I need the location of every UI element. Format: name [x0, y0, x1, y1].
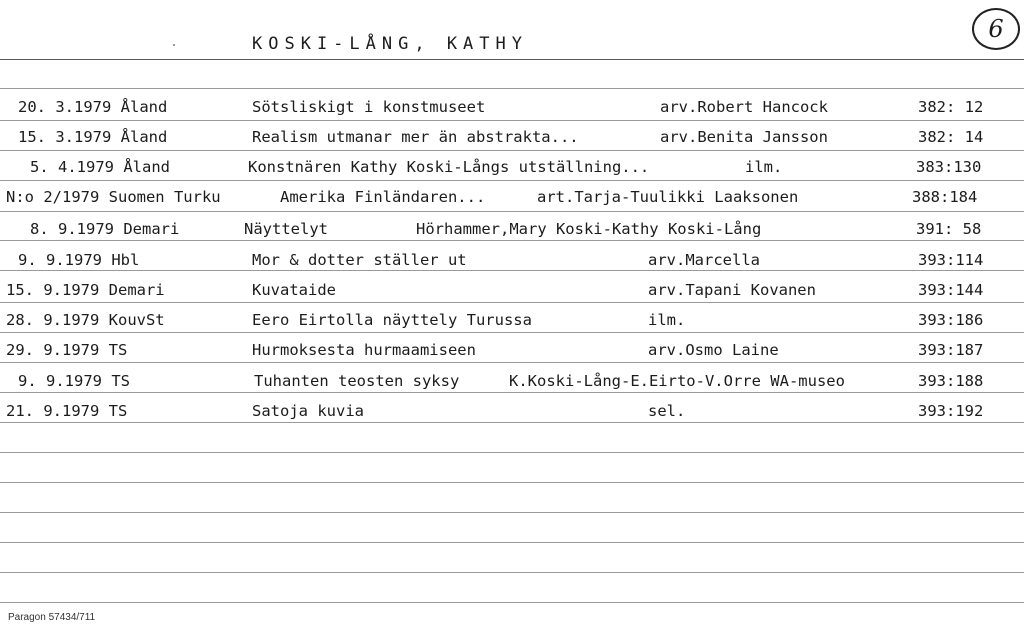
- ink-dot: [173, 44, 175, 46]
- entry-reference: 382: 12: [918, 98, 984, 116]
- entry-author: arv.Robert Hancock: [660, 98, 828, 116]
- entry-author: K.Koski-Lång-E.Eirto-V.Orre WA-museo: [509, 372, 845, 390]
- entry-author: ilm.: [648, 311, 686, 329]
- entry-row: [0, 158, 1024, 188]
- entry-date-source: N:o 2/1979 Suomen Turku: [6, 188, 221, 206]
- ruled-line: [0, 572, 1024, 573]
- entry-row: [0, 341, 1024, 371]
- entry-row: [0, 372, 1024, 402]
- entry-reference: 382: 14: [918, 128, 984, 146]
- entry-title: Kuvataide: [252, 281, 336, 299]
- entry-reference: 393:186: [918, 311, 984, 329]
- entry-date-source: 29. 9.1979 TS: [6, 341, 128, 359]
- entry-date-source: 20. 3.1979 Åland: [18, 98, 168, 116]
- entry-reference: 383:130: [916, 158, 982, 176]
- card-heading: KOSKI-LÅNG, KATHY: [252, 34, 528, 54]
- entry-reference: 393:192: [918, 402, 984, 420]
- ruled-line: [0, 512, 1024, 513]
- entry-author: sel.: [648, 402, 686, 420]
- entry-title: Tuhanten teosten syksy: [254, 372, 460, 390]
- entry-row: [0, 128, 1024, 158]
- entry-title: Hurmoksesta hurmaamiseen: [252, 341, 476, 359]
- entry-date-source: 15. 9.1979 Demari: [6, 281, 165, 299]
- entry-row: [0, 251, 1024, 281]
- entry-row: [0, 402, 1024, 432]
- printer-mark: Paragon 57434/711: [8, 612, 96, 623]
- entry-reference: 393:187: [918, 341, 984, 359]
- ruled-line: [0, 452, 1024, 453]
- entry-author: Hörhammer,Mary Koski-Kathy Koski-Lång: [416, 220, 762, 238]
- entry-title: Realism utmanar mer än abstrakta...: [252, 128, 579, 146]
- entry-reference: 391: 58: [916, 220, 982, 238]
- entry-title: Näyttelyt: [244, 220, 328, 238]
- entry-date-source: 9. 9.1979 TS: [18, 372, 130, 390]
- entry-reference: 393:188: [918, 372, 984, 390]
- entry-author: arv.Marcella: [648, 251, 760, 269]
- entry-row: [0, 98, 1024, 128]
- ruled-line: [0, 88, 1024, 89]
- entry-title: Sötsliskigt i konstmuseet: [252, 98, 486, 116]
- ruled-line: [0, 482, 1024, 483]
- entry-author: ilm.: [745, 158, 783, 176]
- entry-title: Mor & dotter ställer ut: [252, 251, 467, 269]
- entry-author: arv.Tapani Kovanen: [648, 281, 816, 299]
- ruled-line: [0, 59, 1024, 60]
- entry-row: [0, 220, 1024, 250]
- entry-date-source: 9. 9.1979 Hbl: [18, 251, 140, 269]
- entry-author: arv.Osmo Laine: [648, 341, 779, 359]
- card-number: 6: [988, 15, 1004, 43]
- entry-date-source: 21. 9.1979 TS: [6, 402, 128, 420]
- entry-reference: 393:144: [918, 281, 984, 299]
- entry-date-source: 28. 9.1979 KouvSt: [6, 311, 165, 329]
- entry-reference: 393:114: [918, 251, 984, 269]
- entry-title: Konstnären Kathy Koski-Långs utställning...: [248, 158, 650, 176]
- card-number-circle: [972, 8, 1020, 50]
- entry-reference: 388:184: [912, 188, 978, 206]
- entry-row: [0, 281, 1024, 311]
- entry-author: art.Tarja-Tuulikki Laaksonen: [537, 188, 799, 206]
- entry-title: Eero Eirtolla näyttely Turussa: [252, 311, 532, 329]
- entry-date-source: 5. 4.1979 Åland: [30, 158, 170, 176]
- entry-date-source: 8. 9.1979 Demari: [30, 220, 180, 238]
- entry-date-source: 15. 3.1979 Åland: [18, 128, 168, 146]
- entry-author: arv.Benita Jansson: [660, 128, 828, 146]
- entry-title: Amerika Finländaren...: [280, 188, 486, 206]
- ruled-line: [0, 542, 1024, 543]
- entry-title: Satoja kuvia: [252, 402, 364, 420]
- ruled-line: [0, 602, 1024, 603]
- entry-row: [0, 311, 1024, 341]
- entry-row: [0, 188, 1024, 218]
